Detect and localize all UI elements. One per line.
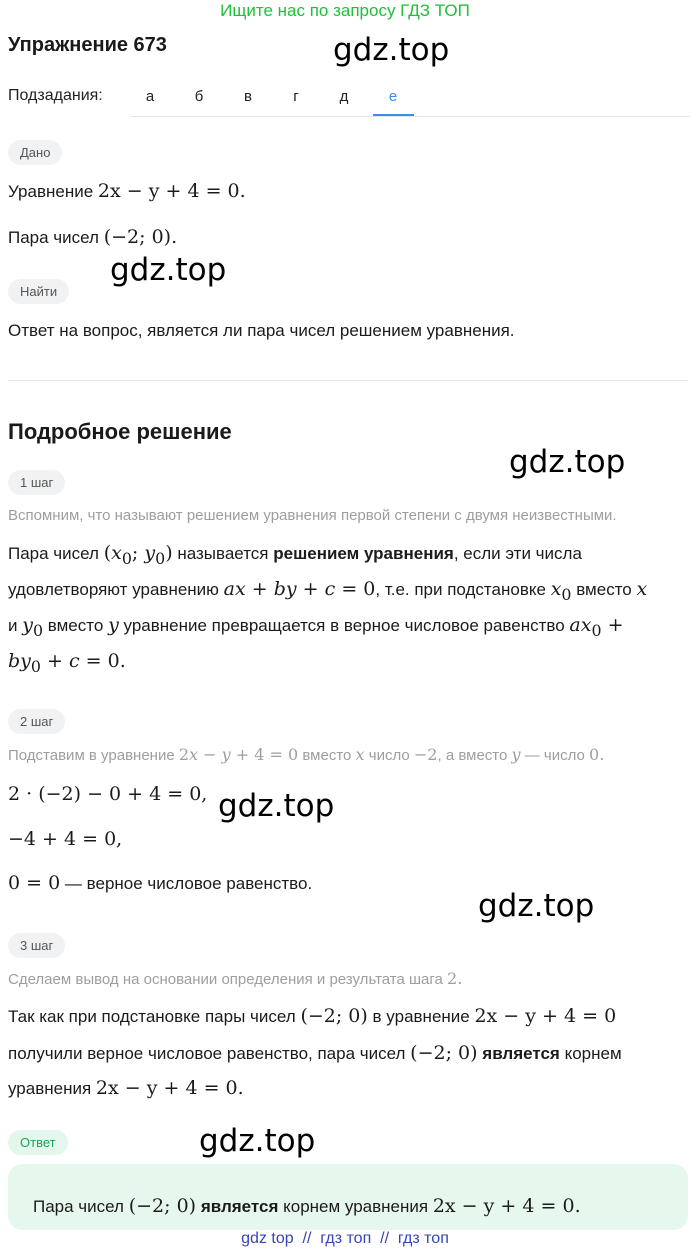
step1-bold: решением уравнения xyxy=(273,544,454,563)
tab-b[interactable]: б xyxy=(194,88,204,105)
step2-calc3 xyxy=(8,872,312,894)
footer-links[interactable]: gdz top // гдз топ // гдз топ xyxy=(241,1230,449,1247)
find-text: Ответ на вопрос, является ли пара чисел решением уравнения. xyxy=(8,321,515,340)
solution-heading: Подробное решение xyxy=(8,419,232,444)
watermark: gdz.top xyxy=(478,888,595,924)
step1-line2 xyxy=(8,578,647,604)
step2-hint-text: , а вместо xyxy=(437,747,508,764)
step1-line3 xyxy=(8,614,624,640)
subtask-tabs xyxy=(130,76,690,117)
given-equation-line: Уравнение 2x − y + 4 = 0. xyxy=(8,180,246,202)
step2-hint-equation: 2x − y + 4 = 0 xyxy=(178,745,299,764)
step2-hint-value: −2 xyxy=(413,745,438,764)
step1-line4 xyxy=(8,650,126,676)
step1-general-equation: ax + by + c = 0 xyxy=(223,578,376,600)
given-equation: 2x − y + 4 = 0 xyxy=(97,180,240,202)
step1-text: , если эти числа xyxy=(453,544,582,563)
step2-hint-text: число xyxy=(368,747,410,764)
step3-pair: (−2; 0) xyxy=(410,1042,478,1064)
step1-pair: ($x_0$; $y_0$) xyxy=(103,542,173,568)
watermark: gdz.top xyxy=(509,444,626,480)
step1-text: удовлетворяют уравнению xyxy=(8,580,219,599)
step1-x: x xyxy=(636,578,648,600)
step2-calc3-text: — верное числовое равенство. xyxy=(64,874,313,893)
step3-line3: уравнения 2x − y + 4 = 0. xyxy=(8,1077,244,1099)
step3-text: в уравнение xyxy=(372,1007,470,1026)
watermark: gdz.top xyxy=(110,252,227,288)
page-title: Упражнение 673 xyxy=(8,34,167,56)
step3-line1 xyxy=(8,1005,616,1027)
step1-text: вместо xyxy=(47,616,104,635)
step3-equation: 2x − y + 4 = 0 xyxy=(95,1077,238,1099)
divider xyxy=(8,380,688,381)
subtasks-label: Подзадания: xyxy=(8,87,103,104)
watermark: gdz.top xyxy=(333,32,450,68)
step1-text: Пара чисел xyxy=(8,544,99,563)
step2-hint-text: вместо xyxy=(302,747,352,764)
step2-hint xyxy=(8,745,604,764)
search-banner: Ищите нас по запросу ГДЗ ТОП xyxy=(220,1,470,20)
step2-calc1: 2 · (−2) − 0 + 4 = 0, xyxy=(8,783,208,805)
step3-hint: Сделаем вывод на основании определения и результата шага 2. xyxy=(8,969,463,988)
step2-hint-text: — число xyxy=(524,747,585,764)
step1-y0: $y_0$ xyxy=(22,614,44,640)
step1-y: y xyxy=(108,614,119,636)
step3-badge: 3 шаг xyxy=(8,933,65,958)
step1-equality-part2: $by_0 + c = 0$. xyxy=(8,650,126,676)
answer-bold: является xyxy=(200,1197,279,1216)
step3-text: корнем xyxy=(564,1044,622,1063)
step1-line1 xyxy=(8,542,582,568)
step3-hint-text: Сделаем вывод на основании определения и результата шага xyxy=(8,971,443,988)
tab-e[interactable]: е xyxy=(388,88,398,105)
step2-badge: 2 шаг xyxy=(8,709,65,734)
step1-text: уравнение превращается в верное числовое равенство xyxy=(123,616,565,635)
step3-pair: (−2; 0) xyxy=(300,1005,368,1027)
step1-x0: $x_0$ xyxy=(550,578,572,604)
given-equation-prefix: Уравнение xyxy=(8,182,94,201)
step3-equation: 2x − y + 4 = 0 xyxy=(474,1005,617,1027)
step3-line2 xyxy=(8,1042,622,1064)
tab-v[interactable]: в xyxy=(244,88,252,105)
step3-bold: является xyxy=(482,1044,560,1063)
step1-text: называется xyxy=(177,544,269,563)
step1-text: , т.е. при подстановке xyxy=(375,580,546,599)
answer-pair: (−2; 0) xyxy=(128,1195,197,1217)
answer-equation: 2x − y + 4 = 0 xyxy=(432,1195,575,1217)
step2-hint-text: Подставим в уравнение xyxy=(8,747,175,764)
given-pair-line: Пара чисел (−2; 0). xyxy=(8,226,178,248)
step2-calc2: −4 + 4 = 0, xyxy=(8,828,123,850)
watermark: gdz.top xyxy=(199,1123,316,1159)
step1-badge: 1 шаг xyxy=(8,470,65,495)
given-pair: (−2; 0) xyxy=(103,226,172,248)
given-badge: Дано xyxy=(8,140,62,165)
step1-text: вместо xyxy=(576,580,632,599)
step2-hint-y: y xyxy=(511,745,521,764)
answer-text: Пара чисел (−2; 0) является корнем уравнения 2x − y + 4 = 0. xyxy=(33,1195,581,1217)
step2-hint-x: x xyxy=(355,745,365,764)
step1-hint: Вспомним, что называют решением уравнения первой степени с двумя неизвестными. xyxy=(8,507,617,524)
find-badge: Найти xyxy=(8,279,69,304)
step3-hint-number: 2 xyxy=(447,969,458,988)
step2-calc3-math: 0 = 0 xyxy=(8,872,61,894)
tab-a[interactable]: а xyxy=(145,88,155,105)
answer-text-part: Пара чисел xyxy=(33,1197,124,1216)
step3-text: получили верное числовое равенство, пара чисел xyxy=(8,1044,406,1063)
step3-text: уравнения xyxy=(8,1079,92,1098)
step2-hint-zero: 0. xyxy=(589,745,605,764)
watermark: gdz.top xyxy=(218,788,335,824)
step1-text: и xyxy=(8,616,18,635)
answer-text-part: корнем уравнения xyxy=(283,1197,429,1216)
given-pair-prefix: Пара чисел xyxy=(8,228,99,247)
active-tab-indicator xyxy=(373,114,414,116)
answer-badge: Ответ xyxy=(8,1130,68,1155)
tab-d[interactable]: д xyxy=(339,88,349,105)
step3-text: Так как при подстановке пары чисел xyxy=(8,1007,296,1026)
tab-g[interactable]: г xyxy=(293,88,299,105)
step1-equality-part1: $ax_0$ + xyxy=(569,614,624,640)
